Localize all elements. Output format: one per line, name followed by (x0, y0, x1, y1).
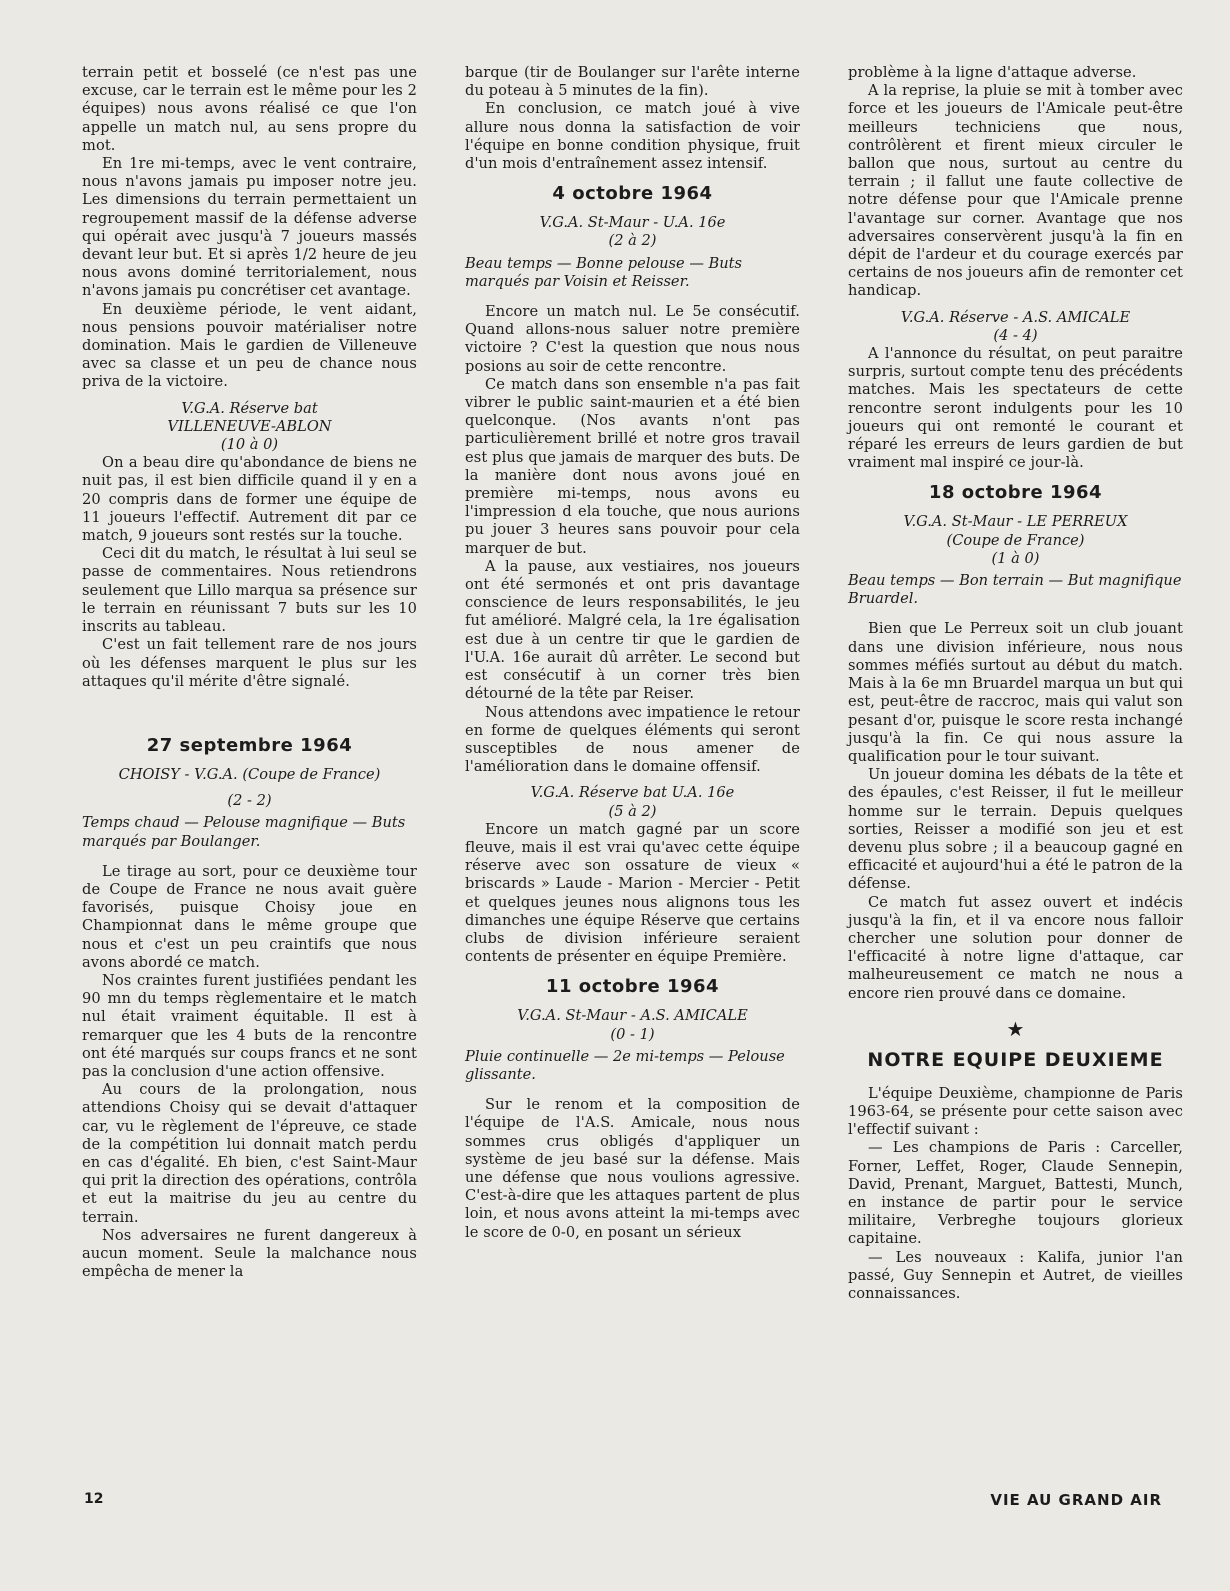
match-score: (2 à 2) (608, 232, 657, 250)
match-score: (0 - 1) (610, 1025, 655, 1043)
match-score: (10 à 0) (220, 436, 279, 454)
match-heading: CHOISY - V.G.A. (Coupe de France) (118, 765, 381, 783)
paragraph: On a beau dire qu'abondance de biens ne nuit pas, il est bien difficile quand il y en a 20 compris dans de former une équipe de 11 joueurs l'effectif. Autrement dit par ce match, 9 joueurs sont restés sur la touche. (82, 454, 417, 545)
match-conditions: Beau temps — Bon terrain — But magnifique Bruardel. (848, 572, 1182, 608)
paragraph: Au cours de la prolongation, nous attendions Choisy qui se devait d'attaquer car, vu le règlement de l'épreuve, ce stade de la compétition lui donnait match perdu en cas d'égalité. Eh bien, c'est Saint-Maur qui prit la direction des opérations, contrôla et eut la maitrise du jeu au centre du terrain. (82, 1081, 417, 1226)
paragraph: barque (tir de Boulanger sur l'arête interne du poteau à 5 minutes de la fin). (465, 64, 800, 100)
column-3 (848, 64, 1183, 1303)
match-heading: V.G.A. St-Maur - LE PERREUX (903, 513, 1128, 531)
match-heading: V.G.A. St-Maur - A.S. AMICALE (517, 1007, 748, 1025)
paragraph: Nous attendons avec impatience le retour en forme de quelques éléments qui seront susceptibles de nous amener de l'amélioration dans le domaine offensif. (465, 703, 800, 776)
match-conditions: Beau temps — Bonne pelouse — Buts marqués par Voisin et Reisser. (465, 254, 743, 290)
paragraph: En conclusion, ce match joué à vive allure nous donna la satisfaction de voir l'équipe en bonne condition physique, fruit d'un mois d'entraînement assez intensif. (465, 100, 800, 173)
paragraph: Le tirage au sort, pour ce deuxième tour de Coupe de France ne nous avait guère favorisés, puisque Choisy joue en Championnat dans le même groupe que nous et c'est un peu craintifs que nous avons abordé ce match. (82, 862, 417, 971)
match-conditions: Pluie continuelle — 2e mi-temps — Pelouse glissante. (465, 1047, 785, 1083)
paragraph: Bien que Le Perreux soit un club jouant dans une division inférieure, nous nous sommes méfiés surtout au début du match. Mais à la 6e mn Bruardel marqua un but qui est, peut-être de raccroc, mais qui valut son pesant d'or, puisque le score resta inchangé jusqu'à la fin. Ce qui nous assure la qualification pour le tour suivant. (848, 620, 1183, 765)
paragraph: A la pause, aux vestiaires, nos joueurs ont été sermonés et ont pris davantage conscience de leurs responsabilités, le jeu fut amélioré. Malgré cela, la 1re égalisation est due à un centre tir que le gardien de l'U.A. 16e aurait dû arrêter. Le second but est consécutif à un corner très bien détourné de la tête par Reiser. (465, 557, 800, 703)
paragraph: Ce match dans son ensemble n'a pas fait vibrer le public saint-maurien et a été bien quelconque. (Nos avants n'ont pas particulièrement brillé et notre gros travail est plus que jamais de marquer des buts. De la manière dont nous avons joué en première mi-temps, nous avons eu l'impression d ela touche, que nous aurions pu jouer 3 heures sans pouvoir pour cela marquer de but. (465, 375, 800, 557)
match-score: (2 - 2) (227, 792, 272, 810)
match-score: (4 - 4) (993, 326, 1038, 344)
match-heading: V.G.A. Réserve - A.S. AMICALE (900, 308, 1131, 326)
match-conditions: Temps chaud — Pelouse magnifique — Buts marqués par Boulanger. (82, 814, 406, 850)
match-score: (1 à 0) (991, 549, 1040, 567)
paragraph: — Les champions de Paris : Carceller, Forner, Leffet, Roger, Claude Sennepin, David, Prenant, Marguet, Battesti, Munch, en instance de partir pour le service militaire, Verbreghe toujours glorieux capitaine. (848, 1139, 1183, 1248)
magazine-title: VIE AU GRAND AIR (990, 1491, 1162, 1509)
paragraph: En deuxième période, le vent aidant, nous pensions pouvoir matérialiser notre domination. Mais le gardien de Villeneuve avec sa classe et un peu de chance nous priva de la victoire. (82, 300, 417, 391)
match-heading: V.G.A. St-Maur - U.A. 16e (539, 214, 726, 232)
match-heading: VILLENEUVE-ABLON (167, 417, 332, 435)
match-heading: V.G.A. Réserve bat U.A. 16e (530, 784, 735, 802)
paragraph: Ce match fut assez ouvert et indécis jusqu'à la fin, et il va encore nous falloir chercher une solution pour donner de l'efficacité à notre ligne d'attaque, car malheureusement ce match ne nous a encore rien prouvé dans ce domaine. (848, 893, 1183, 1002)
paragraph: A la reprise, la pluie se mit à tomber avec force et les joueurs de l'Amicale peut-être meilleurs techniciens que nous, contrôlèrent et firent mieux circuler le ballon que nous, surtout au centre du terrain ; il fallut une faute collective de notre défense pour que l'Amicale prenne l'avantage sur corner. Avantage que nos adversaires conservèrent jusqu'à la fin en dépit de l'ardeur et du courage exercés par certains de nos joueurs afin de remonter cet handicap. (848, 82, 1183, 300)
section-date: 18 octobre 1964 (928, 482, 1103, 504)
paragraph: Nos craintes furent justifiées pendant les 90 mn du temps règlementaire et le match nul était vraiment équitable. Il est à remarquer que les 4 buts de la rencontre ont été marqués sur coups francs et ne sont pas la conclusion d'une action offensive. (82, 971, 417, 1080)
section-title: NOTRE EQUIPE DEUXIEME (867, 1048, 1164, 1071)
match-score: (5 à 2) (608, 802, 657, 820)
paragraph: C'est un fait tellement rare de nos jours où les défenses marquent le plus sur les attaques qu'il mérite d'être signalé. (82, 636, 417, 690)
paragraph: Encore un match nul. Le 5e consécutif. Quand allons-nous saluer notre première victoire ? C'est la question que nous nous posions au soir de cette rencontre. (465, 303, 800, 375)
section-date: 4 octobre 1964 (552, 183, 713, 205)
paragraph: A l'annonce du résultat, on peut paraitre surpris, surtout compte tenu des précédents matches. Mais les spectateurs de cette rencontre seront indulgents pour les 10 joueurs qui ont remonté le courant et réparé les erreurs de leurs gardien de but vraiment mal inspiré ce jour-là. (848, 345, 1183, 472)
star-icon: ★ (1006, 1016, 1025, 1041)
paragraph: terrain petit et bosselé (ce n'est pas une excuse, car le terrain est le même pour les 2 équipes) nous avons réalisé ce que l'on appelle un match nul, au sens propre du mot. (82, 64, 417, 154)
paragraph: Ceci dit du match, le résultat à lui seul se passe de commentaires. Nous retiendrons seulement que Lillo marqua sa présence sur le terrain en réunissant 7 buts sur les 10 inscrits au tableau. (82, 545, 417, 636)
section-date: 27 septembre 1964 (146, 734, 353, 756)
paragraph: Nos adversaires ne furent dangereux à aucun moment. Seule la malchance nous empêcha de mener la (82, 1226, 417, 1281)
paragraph: Encore un match gagné par un score fleuve, mais il est vrai qu'avec cette équipe réserve avec son ossature de vieux « briscards » Laude - Marion - Mercier - Petit et quelques jeunes nous alignons tous les dimanches une équipe Réserve que certains clubs de division inférieure seraient contents de présenter en équipe Première. (465, 820, 800, 966)
match-heading: (Coupe de France) (946, 531, 1085, 549)
match-heading: V.G.A. Réserve bat (181, 399, 318, 417)
page-number: 12 (84, 1491, 104, 1507)
paragraph: Un joueur domina les débats de la tête et des épaules, c'est Reisser, il fut le meilleur homme sur le terrain. Depuis quelques sorties, Reisser a modifié son jeu et est devenu plus sobre ; il a beaucoup gagné en efficacité et aujourd'hui a été le patron de la défense. (848, 766, 1183, 893)
column-1 (82, 64, 417, 1281)
paragraph: problème à la ligne d'attaque adverse. (848, 64, 1137, 81)
column-2 (465, 64, 800, 1242)
paragraph: L'équipe Deuxième, championne de Paris 1963-64, se présente pour cette saison avec l'effectif suivant : (848, 1084, 1183, 1139)
section-date: 11 octobre 1964 (545, 976, 720, 998)
paragraph: Sur le renom et la composition de l'équipe de l'A.S. Amicale, nous nous sommes crus obligés d'appliquer un système de jeu basé sur la défense. Mais une défense que nous voulions agressive. C'est-à-dire que les attaques partent de plus loin, et nous avons atteint la mi-temps avec le score de 0-0, en posant un sérieux (465, 1096, 800, 1241)
paragraph: En 1re mi-temps, avec le vent contraire, nous n'avons jamais pu imposer notre jeu. Les dimensions du terrain permettaient un regroupement massif de la défense adverse qui opérait avec jusqu'à 7 joueurs massés devant leur but. Et si après 1/2 heure de jeu nous avons dominé territorialement, nous n'avons jamais pu concrétiser cet avantage. (82, 155, 417, 300)
paragraph: — Les nouveaux : Kalifa, junior l'an passé, Guy Sennepin et Autret, de vieilles connaissances. (848, 1248, 1183, 1302)
